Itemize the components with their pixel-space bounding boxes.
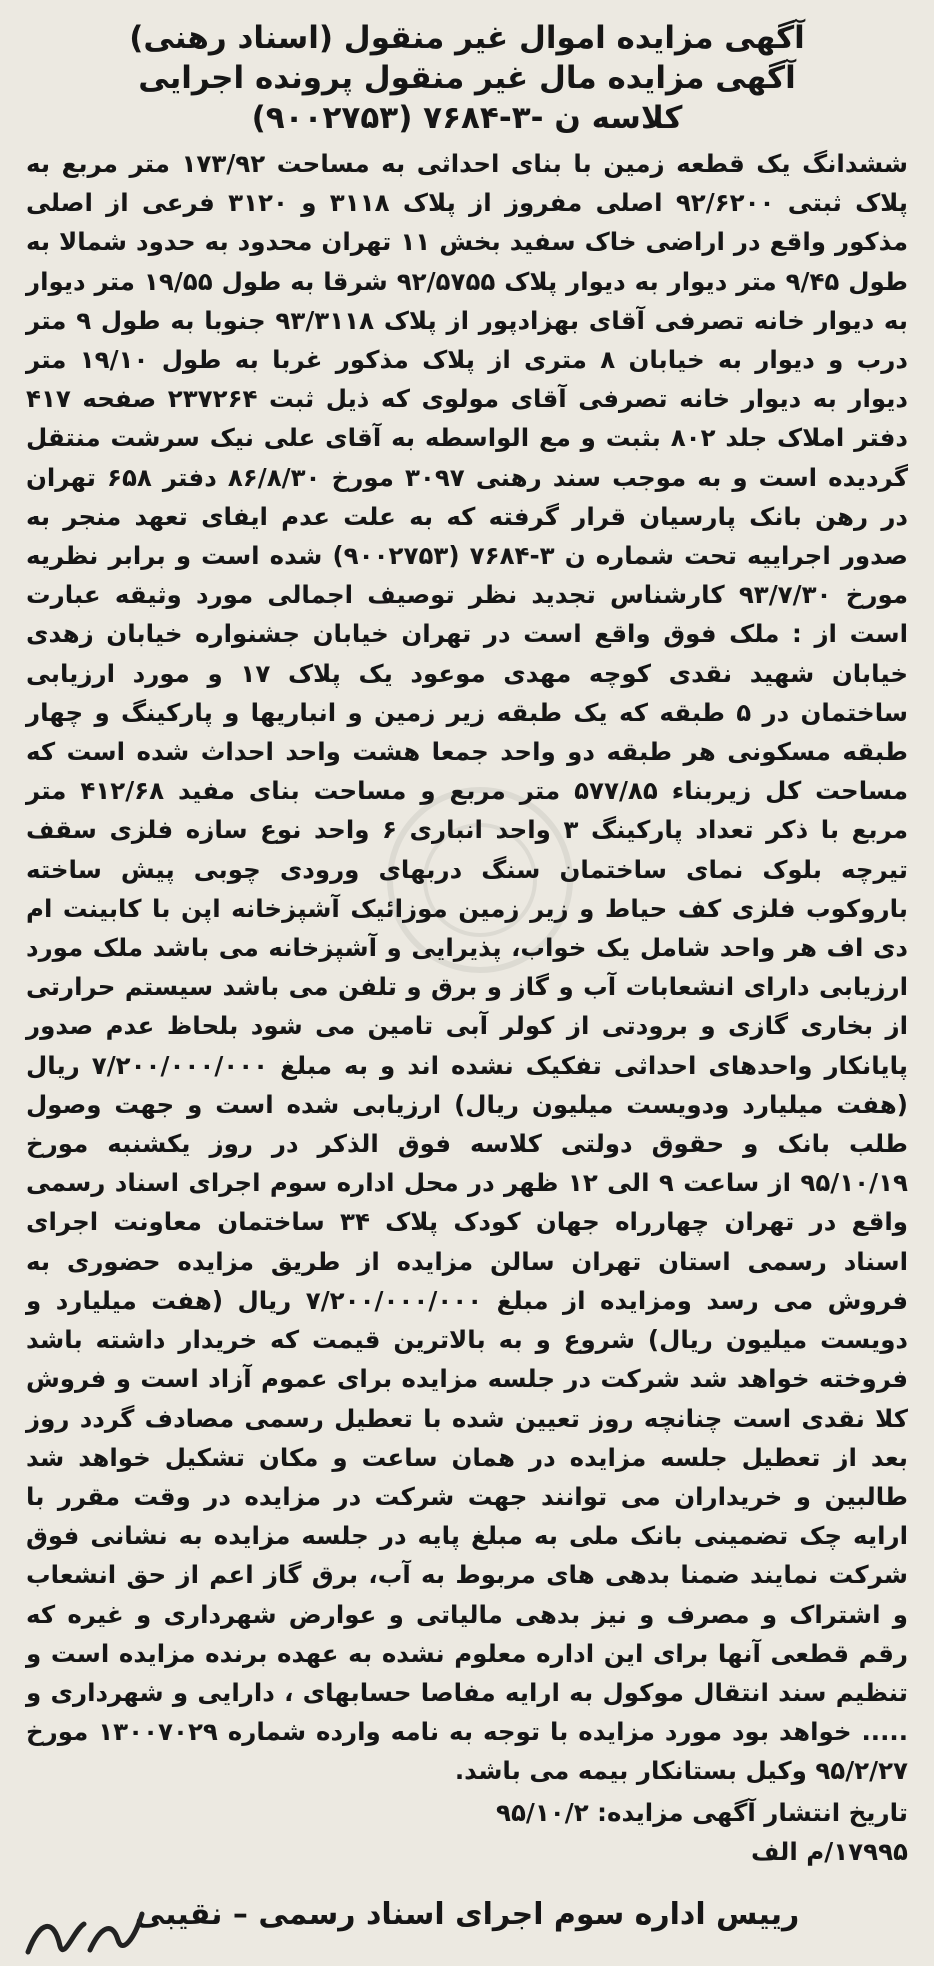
notice-header [26, 18, 908, 138]
header-title: آگهی مزایده اموال غیر منقول (اسناد رهنی) [129, 20, 805, 56]
watermark-emblem [330, 760, 630, 1020]
header-case-number: کلاسه ن -۳-۷۶۸۴ (۹۰۰۲۷۵۳) [251, 100, 683, 136]
reference-number: ۱۷۹۹۵/م الف [751, 1836, 908, 1866]
notice-meta [26, 1793, 908, 1871]
publish-date: تاریخ انتشار آگهی مزایده: ۹۵/۱۰/۲ [495, 1797, 908, 1827]
body-paragraph: ششدانگ یک قطعه زمین با بنای احداثی به مساحت ۱۷۳/۹۲ متر مربع به پلاک ثبتی ۹۲/۶۲۰۰ اصلی مفروز از پلاک ۳۱۱۸ و ۳۱۲۰ فرعی از اصلی مذکور واقع در اراضی خاک سفید بخش ۱۱ تهران محدود به حدود شمالا به طول ۹/۴۵ متر دیوار به دیوار پلاک ۹۲/۵۷۵۵ شرقا به طول ۱۹/۵۵ متر دیوار به دیوار خانه تصرفی آقای بهزادپور از پلاک ۹۳/۳۱۱۸ جنوبا به طول ۹ متر درب و دیوار به خیابان ۸ متری از پلاک مذکور غربا به طول ۱۹/۱۰ متر دیوار به دیوار خانه تصرفی آقای مولوی که ذیل ثبت ۲۳۷۲۶۴ صفحه ۴۱۷ دفتر املاک جلد ۸۰۲ بثبت و مع الواسطه به آقای علی نیک سرشت منتقل گردیده است و به موجب سند رهنی ۳۰۹۷ مورخ ۸۶/۸/۳۰ دفتر ۶۵۸ تهران در رهن بانک پارسیان قرار گرفته که به علت عدم ایفای تعهد منجر به صدور اجراییه تحت شماره ن ۳-۷۶۸۴ (۹۰۰۲۷۵۳) شده است و برابر نظریه مورخ ۹۳/۷/۳۰ کارشناس تجدید نظر توصیف اجمالی مورد وثیقه عبارت است از : ملک فوق واقع است در تهران خیابان جشنواره خیابان زهدی خیابان شهید نقدی کوچه مهدی موعود یک پلاک ۱۷ و مورد ارزیابی ساختمان در ۵ طبقه که یک طبقه زیر زمین و انباریها و پارکینگ و چهار طبقه مسکونی هر طبقه دو واحد جمعا هشت واحد احداث شده است که مساحت کل زیربناء ۵۷۷/۸۵ متر مربع و مساحت بنای مفید ۴۱۲/۶۸ متر مربع با ذکر تعداد پارکینگ ۳ واحد انباری ۶ واحد نوع سازه فلزی سقف تیرچه بلوک نمای ساختمان سنگ دربهای ورودی چوبی پیش ساخته باروکوب فلزی کف حیاط و زیر زمین موزائیک آشپزخانه اپن با کابینت ام دی اف هر واحد شامل یک خواب، پذیرایی و آشپزخانه می باشد ملک مورد ارزیابی دارای انشعابات آب و گاز و برق و تلفن می باشد سیستم حرارتی از بخاری گازی و برودتی از کولر آبی تامین می شود بلحاظ عدم صدور پایانکار واحدهای احداثی تفکیک نشده اند و به مبلغ ۷/۲۰۰/۰۰۰/۰۰۰ ریال (هفت میلیارد ودویست میلیون ریال) ارزیابی شده است و جهت وصول طلب بانک و حقوق دولتی کلاسه فوق الذکر در روز یکشنبه مورخ ۹۵/۱۰/۱۹ از ساعت ۹ الی ۱۲ ظهر در محل اداره سوم اجرای اسناد رسمی واقع در تهران چهارراه جهان کودک پلاک ۳۴ ساختمان معاونت اجرای اسناد رسمی استان تهران سالن مزایده از طریق مزایده حضوری به فروش می رسد ومزایده از مبلغ ۷/۲۰۰/۰۰۰/۰۰۰ ریال (هفت میلیارد و دویست میلیون ریال) شروع و به بالاترین قیمت که خریدار داشته باشد فروخته خواهد شد شرکت در جلسه مزایده برای عموم آزاد است و فروش کلا نقدی است چنانچه روز تعیین شده با تعطیل رسمی مصادف گردد روز بعد از تعطیل جلسه مزایده در همان ساعت و مکان تشکیل خواهد شد طالبین و خریداران می توانند جهت شرکت در مزایده در وقت مقرر با ارایه چک تضمینی بانک ملی به مبلغ پایه در جلسه مزایده به نشانی فوق شرکت نمایند ضمنا بدهی های مربوط به آب، برق گاز اعم از حق انشعاب و اشتراک و مصرف و نیز بدهی مالیاتی و عوارض شهرداری و غیره که رقم قطعی آنها برای این اداره معلوم نشده به عهده برنده مزایده است و تنظیم سند انتقال موکول به ارایه مفاصا حسابهای ، دارایی و شهرداری و ..... خواهد بود مورد مزایده با توجه به نامه وارده شماره ۱۳۰۰۷۰۲۹ مورخ ۹۵/۲/۲۷ وکیل بستانکار بیمه می باشد. [26, 149, 909, 1786]
header-subtitle: آگهی مزایده مال غیر منقول پرونده اجرایی [138, 60, 796, 96]
handwritten-mark [20, 1900, 150, 1966]
signature-line: رییس اداره سوم اجرای اسناد رسمی – نقیبی [134, 1897, 800, 1932]
